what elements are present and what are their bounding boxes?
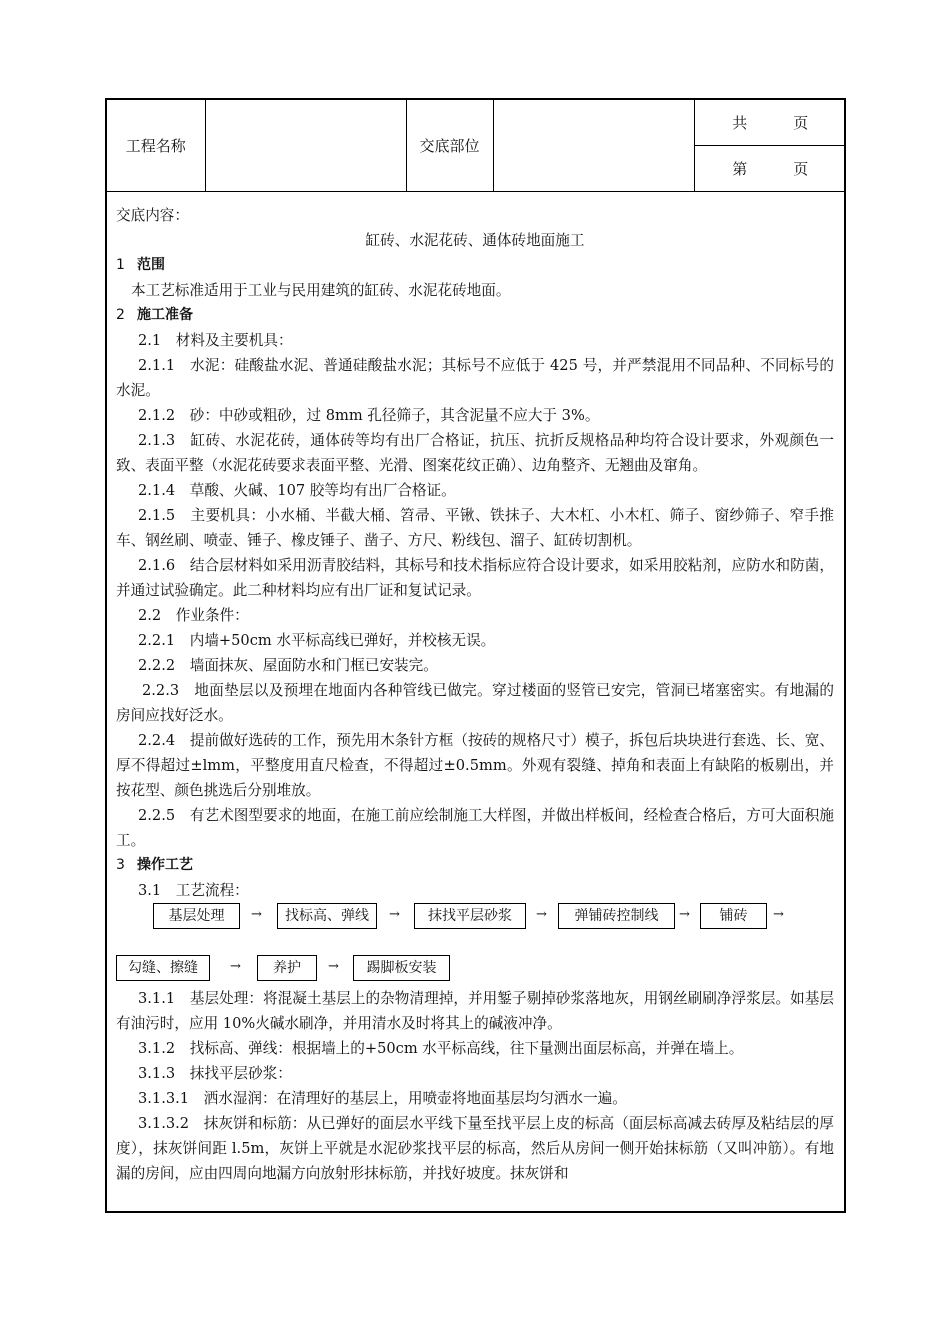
paragraph: 2.1.4 草酸、火碱、107 胶等均有出厂合格证。 [138,482,456,499]
page-label: 第 [732,160,748,178]
project-name-label: 工程名称 [107,100,205,192]
page-unit: 页 [793,160,809,178]
section-number: 1 [116,257,125,273]
paragraph: 2.1.6 结合层材料如采用沥青胶结料，其标号和技术指标应符合设计要求，如采用胶粘剂，应防水和防菌，并通过试验确定。此二种材料均应有出厂证和复试记录。 [116,557,834,599]
paragraph: 2.2.3 地面垫层以及预埋在地面内各种管线已做完。穿过楼面的竖管已安完，管洞已堵塞密实。有地漏的房间应找好泛水。 [116,682,834,724]
paragraph: 2.1.1 水泥：硅酸盐水泥、普通硅酸盐水泥；其标号不应低于 425 号，并严禁混用不同品种、不同标号的水泥。 [116,357,834,399]
header-table [107,100,846,192]
flow-arrow: → [230,959,241,974]
flow-arrow: → [328,959,339,974]
flow-arrow: → [251,907,262,922]
paragraph: 3.1.3 抹找平层砂浆： [138,1065,292,1082]
paragraph: 2.2.4 提前做好选砖的工作，预先用木条针方框（按砖的规格尺寸）模子，拆包后块块进行套选、长、宽、厚不得超过±lmm，平整度用直尺检查，不得超过±0.5mm。外观有裂缝、掉角和表面上有缺陷的板剔出，并按花型、颜色挑选后分别堆放。 [116,732,834,799]
flow-step-base-treatment: 基层处理 [153,903,240,929]
section-title: 范围 [137,257,165,273]
flow-arrow: → [536,907,547,922]
total-label: 共 [732,114,748,132]
paragraph: 2.2.5 有艺术图型要求的地面，在施工前应绘制施工大样图，并做出样板间，经检查合格后，方可大面积施工。 [116,807,834,849]
section-heading [116,303,834,328]
flow-arrow: → [773,907,784,922]
section-number: 2 [116,307,125,323]
flow-step-leveling-mortar: 抹找平层砂浆 [414,903,526,929]
paragraph: 3.1.3.2 抹灰饼和标筋：从已弹好的面层水平线下量至找平层上皮的标高（面层标高减去砖厚及粘结层的厚度），抹灰饼间距 l.5m，灰饼上平就是水泥砂浆找平层的标高，然后从房间一侧开始抹标筋（又叫冲筋）。有地漏的房间，应由四周向地漏方向放射形抹标筋，并找好坡度。抹灰饼和 [116,1115,834,1182]
flow-step-curing: 养护 [257,955,317,981]
paragraph: 2.1.3 缸砖、水泥花砖，通体砖等均有出厂合格证，抗压、抗折反规格品种均符合设计要求，外观颜色一致、表面平整（水泥花砖要求表面平整、光滑、图案花纹正确）、边角整齐、无翘曲及窜角。 [116,432,834,474]
section-heading [116,853,834,878]
paragraph: 2.1.2 砂：中砂或粗砂，过 8mm 孔径筛子，其含泥量不应大于 3%。 [138,407,600,424]
disclosure-part-value[interactable] [493,100,694,192]
content-lead: 交底内容： [116,207,189,224]
total-unit: 页 [793,114,809,132]
disclosure-part-label: 交底部位 [406,100,493,192]
paragraph: 2.2.2 墙面抹灰、屋面防水和门框已安装完。 [138,657,438,674]
paragraph: 3.1 工艺流程： [138,882,249,899]
paragraph: 3.1.3.1 洒水湿润：在清理好的基层上，用喷壶将地面基层均匀洒水一遍。 [138,1090,627,1107]
paragraph: 2.2.1 内墙+50cm 水平标高线已弹好，并校核无误。 [138,632,496,649]
disclosure-form [105,98,846,1213]
flow-step-skirting-board: 踢脚板安装 [353,955,450,981]
section-number: 3 [116,857,125,873]
section-heading [116,253,834,278]
flow-step-laying-tiles: 铺砖 [700,903,767,929]
page-number-cell [694,146,846,192]
section-title: 施工准备 [137,307,193,323]
total-pages-cell [694,100,846,146]
paragraph: 2.2 作业条件： [138,607,249,624]
flow-arrow: → [679,907,690,922]
content-title: 缸砖、水泥花砖、通体砖地面施工 [365,232,585,249]
flow-step-level-marking: 找标高、弹线 [277,903,377,929]
paragraph: 3.1.1 基层处理：将混凝土基层上的杂物清理掉，并用錾子剔掉砂浆落地灰，用钢丝刷刷净浮浆层。如基层有油污时，应用 10%火碱水刷净，并用清水及时将其上的碱液冲净。 [116,990,834,1032]
paragraph: 2.1 材料及主要机具： [138,332,293,349]
project-name-value[interactable] [205,100,406,192]
section-title: 操作工艺 [137,857,193,873]
process-flowchart [116,903,834,986]
flow-step-control-lines: 弹铺砖控制线 [558,903,675,929]
disclosure-content [107,192,844,1186]
flow-arrow: → [389,907,400,922]
flow-step-jointing: 勾缝、擦缝 [116,955,210,981]
paragraph: 2.1.5 主要机具：小水桶、半截大桶、笤帚、平锹、铁抹子、大木杠、小木杠、筛子、窗纱筛子、窄手推车、钢丝刷、喷壶、锤子、橡皮锤子、凿子、方尺、粉线包、溜子、缸砖切割机。 [116,507,834,549]
paragraph: 本工艺标准适用于工业与民用建筑的缸砖、水泥花砖地面。 [131,282,511,299]
paragraph: 3.1.2 找标高、弹线：根据墙上的+50cm 水平标高线，往下量测出面层标高，并弹在墙上。 [138,1040,744,1057]
